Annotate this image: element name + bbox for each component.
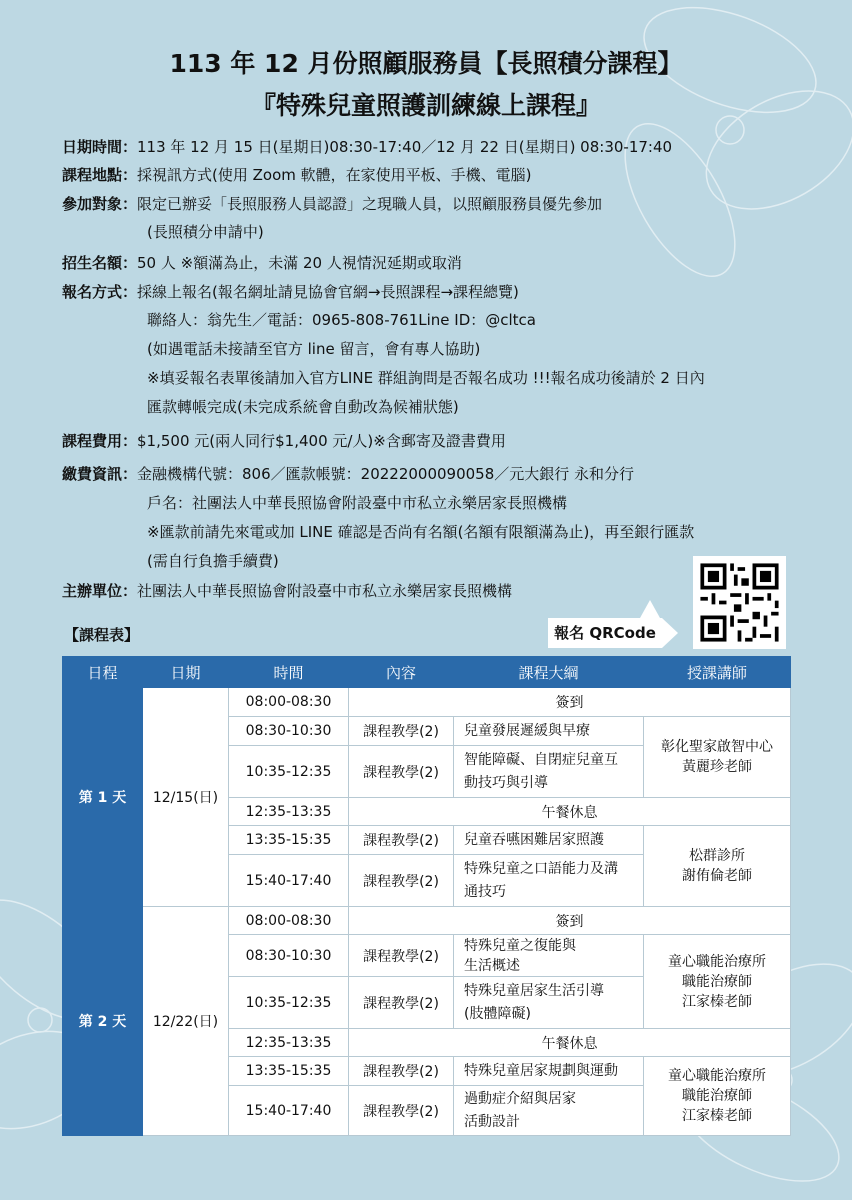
teacher-cell xyxy=(644,935,791,1029)
content-cell: 課程教學(2) xyxy=(349,1057,454,1086)
time-cell: 08:30-10:30 xyxy=(229,935,349,977)
day1-label: 第 1 天 xyxy=(63,688,143,907)
time-cell: 13:35-15:35 xyxy=(229,826,349,855)
time-cell: 10:35-12:35 xyxy=(229,746,349,798)
table-header-row xyxy=(63,657,791,688)
audience-label: 參加對象： xyxy=(62,195,138,213)
outline-line: 特殊兒童居家生活引導 xyxy=(464,982,604,999)
outline-cell xyxy=(454,935,644,977)
content-cell: 課程教學(2) xyxy=(349,935,454,977)
teacher-cell xyxy=(644,717,791,798)
lunch-cell: 午餐休息 xyxy=(349,1029,791,1057)
outline-line: 特殊兒童之口語能力及溝 xyxy=(464,860,618,877)
teacher-org: 童心職能治療所 xyxy=(668,953,766,970)
signup-contact: 聯絡人：翁先生／電話：0965-808-761Line ID：@cltca xyxy=(147,311,536,329)
teacher-title: 職能治療師 xyxy=(682,973,752,990)
teacher-cell xyxy=(644,1057,791,1136)
content-cell: 課程教學(2) xyxy=(349,826,454,855)
time-cell: 08:00-08:30 xyxy=(229,688,349,717)
signup-value: 採線上報名(報名網址請見協會官網→長照課程→課程總覽) xyxy=(137,283,519,301)
audience-value: 限定已辦妥「長照服務人員認證」之現職人員，以照顧服務員優先參加 xyxy=(137,195,603,213)
location-label: 課程地點： xyxy=(62,166,138,184)
outline-cell xyxy=(454,1086,644,1136)
header-content: 內容 xyxy=(349,657,454,688)
outline-line: 過動症介紹與居家 xyxy=(464,1090,576,1107)
teacher-org: 松群診所 xyxy=(689,848,745,864)
header-outline: 課程大綱 xyxy=(454,657,644,688)
qr-label: 報名 QRCode xyxy=(548,618,662,648)
time-cell: 15:40-17:40 xyxy=(229,855,349,907)
teacher-name: 黃麗珍老師 xyxy=(682,759,752,775)
day2-label: 第 2 天 xyxy=(63,907,143,1136)
day2-date: 12/22(日) xyxy=(143,907,229,1136)
time-cell: 13:35-15:35 xyxy=(229,1057,349,1086)
date-value: 113 年 12 月 15 日(星期日)08:30-17:40／12 月 22 日(星期日) 08:30-17:40 xyxy=(137,138,673,156)
audience-cont: (長照積分申請中) xyxy=(147,223,264,241)
content-cell: 課程教學(2) xyxy=(349,746,454,798)
header-time: 時間 xyxy=(229,657,349,688)
table-row xyxy=(63,907,791,935)
qr-pointer-tail xyxy=(640,600,660,618)
header-teacher: 授課講師 xyxy=(644,657,791,688)
teacher-org: 彰化聖家啟智中心 xyxy=(661,739,773,755)
payment-account: 戶名：社團法人中華長照協會附設臺中市私立永樂居家長照機構 xyxy=(147,494,568,512)
content-cell: 課程教學(2) xyxy=(349,977,454,1029)
date-label: 日期時間： xyxy=(62,138,138,156)
schedule-label: 【課程表】 xyxy=(64,626,140,644)
content-cell: 課程教學(2) xyxy=(349,855,454,907)
qr-code-icon xyxy=(693,556,786,649)
signup-row xyxy=(62,283,519,302)
fee-value: $1,500 元(兩人同行$1,400 元/人)※含郵寄及證書費用 xyxy=(137,432,506,450)
outline-line: (肢體障礙) xyxy=(464,1005,531,1022)
signup-qr-code[interactable] xyxy=(693,556,786,649)
quota-label: 招生名額： xyxy=(62,254,138,272)
quota-value: 50 人 ※額滿為止，未滿 20 人視情況延期或取消 xyxy=(137,254,462,272)
fee-row xyxy=(62,432,506,451)
payment-note-2: (需自行負擔手續費) xyxy=(147,552,279,570)
quota-row xyxy=(62,254,462,273)
payment-label: 繳費資訊： xyxy=(62,465,138,483)
outline-line: 動技巧與引導 xyxy=(464,774,548,791)
header-date: 日期 xyxy=(143,657,229,688)
outline-cell: 特殊兒童居家規劃與運動 xyxy=(454,1057,644,1086)
signup-note-3: 匯款轉帳完成(未完成系統會自動改為候補狀態) xyxy=(147,398,459,416)
checkin-cell: 簽到 xyxy=(349,688,791,717)
time-cell: 08:00-08:30 xyxy=(229,907,349,935)
teacher-name: 江家榛老師 xyxy=(682,1108,752,1124)
day1-date: 12/15(日) xyxy=(143,688,229,907)
date-row xyxy=(62,138,672,157)
teacher-name: 謝侑倫老師 xyxy=(682,868,752,884)
teacher-cell xyxy=(644,826,791,907)
outline-line: 智能障礙、自閉症兒童互 xyxy=(464,751,618,768)
signup-note-2: ※填妥報名表單後請加入官方LINE 群組詢問是否報名成功 !!!報名成功後請於 2 日內 xyxy=(147,369,705,387)
outline-line: 生活概述 xyxy=(464,957,520,974)
outline-line: 特殊兒童之復能與 xyxy=(464,937,576,954)
time-cell: 08:30-10:30 xyxy=(229,717,349,746)
outline-line: 活動設計 xyxy=(464,1113,520,1130)
outline-cell xyxy=(454,855,644,907)
outline-cell: 兒童吞嚥困難居家照護 xyxy=(454,826,644,855)
audience-row xyxy=(62,195,602,214)
organizer-value: 社團法人中華長照協會附設臺中市私立永樂居家長照機構 xyxy=(137,582,513,600)
organizer-row xyxy=(62,582,512,601)
table-row xyxy=(63,688,791,717)
content-cell: 課程教學(2) xyxy=(349,717,454,746)
outline-cell xyxy=(454,746,644,798)
location-value: 採視訊方式(使用 Zoom 軟體，在家使用平板、手機、電腦) xyxy=(137,166,532,184)
signup-note-1: (如遇電話未接請至官方 line 留言，會有專人協助) xyxy=(147,340,481,358)
payment-value: 金融機構代號：806／匯款帳號：20222000090058／元大銀行 永和分行 xyxy=(137,465,635,483)
payment-note-1: ※匯款前請先來電或加 LINE 確認是否尚有名額(名額有限額滿為止)，再至銀行匯款 xyxy=(147,523,695,541)
signup-label: 報名方式： xyxy=(62,283,138,301)
time-cell: 12:35-13:35 xyxy=(229,798,349,826)
title-line-2: 『特殊兒童照護訓練線上課程』 xyxy=(250,91,601,120)
header-day: 日程 xyxy=(63,657,143,688)
time-cell: 15:40-17:40 xyxy=(229,1086,349,1136)
lunch-cell: 午餐休息 xyxy=(349,798,791,826)
checkin-cell: 簽到 xyxy=(349,907,791,935)
title-line-1: 113 年 12 月份照顧服務員【長照積分課程】 xyxy=(169,49,683,78)
schedule-table xyxy=(62,656,791,1136)
teacher-org: 童心職能治療所 xyxy=(668,1068,766,1084)
teacher-title: 職能治療師 xyxy=(682,1088,752,1104)
teacher-name: 江家榛老師 xyxy=(682,993,752,1010)
outline-cell: 兒童發展遲緩與早療 xyxy=(454,717,644,746)
payment-row xyxy=(62,465,634,484)
organizer-label: 主辦單位： xyxy=(62,582,138,600)
location-row xyxy=(62,166,532,185)
time-cell: 12:35-13:35 xyxy=(229,1029,349,1057)
fee-label: 課程費用： xyxy=(62,432,138,450)
outline-cell xyxy=(454,977,644,1029)
content-cell: 課程教學(2) xyxy=(349,1086,454,1136)
time-cell: 10:35-12:35 xyxy=(229,977,349,1029)
outline-line: 通技巧 xyxy=(464,883,506,900)
